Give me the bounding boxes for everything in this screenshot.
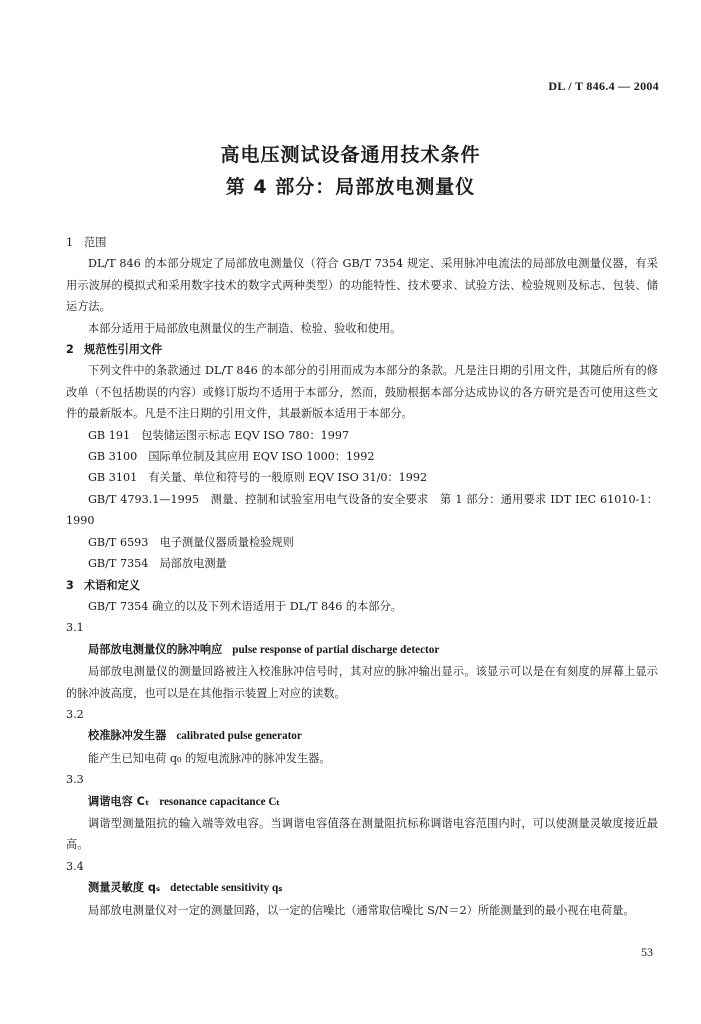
term-en: calibrated pulse generator xyxy=(176,730,302,743)
document-subtitle: 第 4 部分：局部放电测量仪 xyxy=(225,176,476,198)
term-number: 3.3 xyxy=(66,773,84,787)
section-heading-normative xyxy=(66,339,658,360)
section-number: 2 xyxy=(66,343,74,357)
term-zh: 局部放电测量仪的脉冲响应 xyxy=(88,642,223,656)
document-body xyxy=(66,232,658,921)
section-heading-scope xyxy=(66,232,658,253)
term-definition: 能产生已知电荷 q₀ 的短电流脉冲的脉冲发生器。 xyxy=(88,751,331,765)
term-zh: 测量灵敏度 qₛ xyxy=(88,881,161,895)
paragraph: 本部分适用于局部放电测量仪的生产制造、检验、验收和使用。 xyxy=(88,321,402,335)
document-title: 高电压测试设备通用技术条件 xyxy=(220,144,481,166)
reference-item: GB 191 包装储运图示标志 EQV ISO 780：1997 xyxy=(88,428,350,442)
term-definition: 局部放电测量仪的测量回路被注入校准脉冲信号时，其对应的脉冲输出显示。该显示可以是在有刻度的屏幕上显示的脉冲波高度，也可以是在其他指示装置上对应的读数。 xyxy=(66,665,658,700)
standard-number: DL / T 846.4 — 2004 xyxy=(548,79,659,93)
paragraph: DL/T 846 的本部分规定了局部放电测量仪（符合 GB/T 7354 规定、采用脉冲电流法的局部放电测量仪器，有采用示波屏的模拟式和采用数字技术的数字式两种类型）的功能特性、技术要求、试验方法、检验规则及标志、包装、储运方法。 xyxy=(66,257,658,314)
term-zh: 校准脉冲发生器 xyxy=(88,729,167,743)
term-definition: 局部放电测量仪对一定的测量回路，以一定的信噪比（通常取信噪比 S/N＝2）所能测量到的最小视在电荷量。 xyxy=(88,903,635,917)
section-number: 3 xyxy=(66,578,74,592)
reference-item: GB 3100 国际单位制及其应用 EQV ISO 1000：1992 xyxy=(88,450,375,464)
term-en: pulse response of partial discharge detector xyxy=(232,643,440,656)
term-definition: 调谐型测量阻抗的输入端等效电容。当调谐电容值落在测量阻抗标称调谐电容范围内时，可以使测量灵敏度接近最高。 xyxy=(66,816,658,852)
term-entry xyxy=(66,791,658,813)
term-en: detectable sensitivity qₛ xyxy=(170,882,283,895)
term-number: 3.4 xyxy=(66,859,84,873)
section-title: 规范性引用文件 xyxy=(84,343,163,357)
term-zh: 调谐电容 Cₜ xyxy=(88,794,150,808)
paragraph: 下列文件中的条款通过 DL/T 846 的本部分的引用而成为本部分的条款。凡是注日期的引用文件，其随后所有的修改单（不包括勘误的内容）或修订版均不适用于本部分，然而，鼓励根据本部分达成协议的各方研究是否可使用这些文件的最新版本。凡是不注日期的引用文件，其最新版本适用于本部分。 xyxy=(66,364,658,421)
page-number: 53 xyxy=(641,945,653,959)
section-title: 术语和定义 xyxy=(84,578,140,592)
reference-item: GB/T 7354 局部放电测量 xyxy=(88,557,227,571)
section-number: 1 xyxy=(66,236,74,249)
term-en: resonance capacitance Cₜ xyxy=(159,795,280,808)
term-number: 3.1 xyxy=(66,621,84,635)
term-entry xyxy=(66,639,658,661)
reference-item: GB/T 6593 电子测量仪器质量检验规则 xyxy=(88,535,294,549)
paragraph: GB/T 7354 确立的以及下列术语适用于 DL/T 846 的本部分。 xyxy=(88,599,402,613)
term-entry xyxy=(66,725,658,747)
section-title: 范围 xyxy=(84,236,107,249)
reference-item: GB 3101 有关量、单位和符号的一般原则 EQV ISO 31/0：1992 xyxy=(88,471,428,485)
term-number: 3.2 xyxy=(66,707,84,721)
term-entry xyxy=(66,877,658,899)
section-heading-terms xyxy=(66,575,658,596)
reference-item: GB/T 4793.1—1995 测量、控制和试验室用电气设备的安全要求 第 1 部分：通用要求 IDT IEC 61010-1：1990 xyxy=(66,492,658,528)
